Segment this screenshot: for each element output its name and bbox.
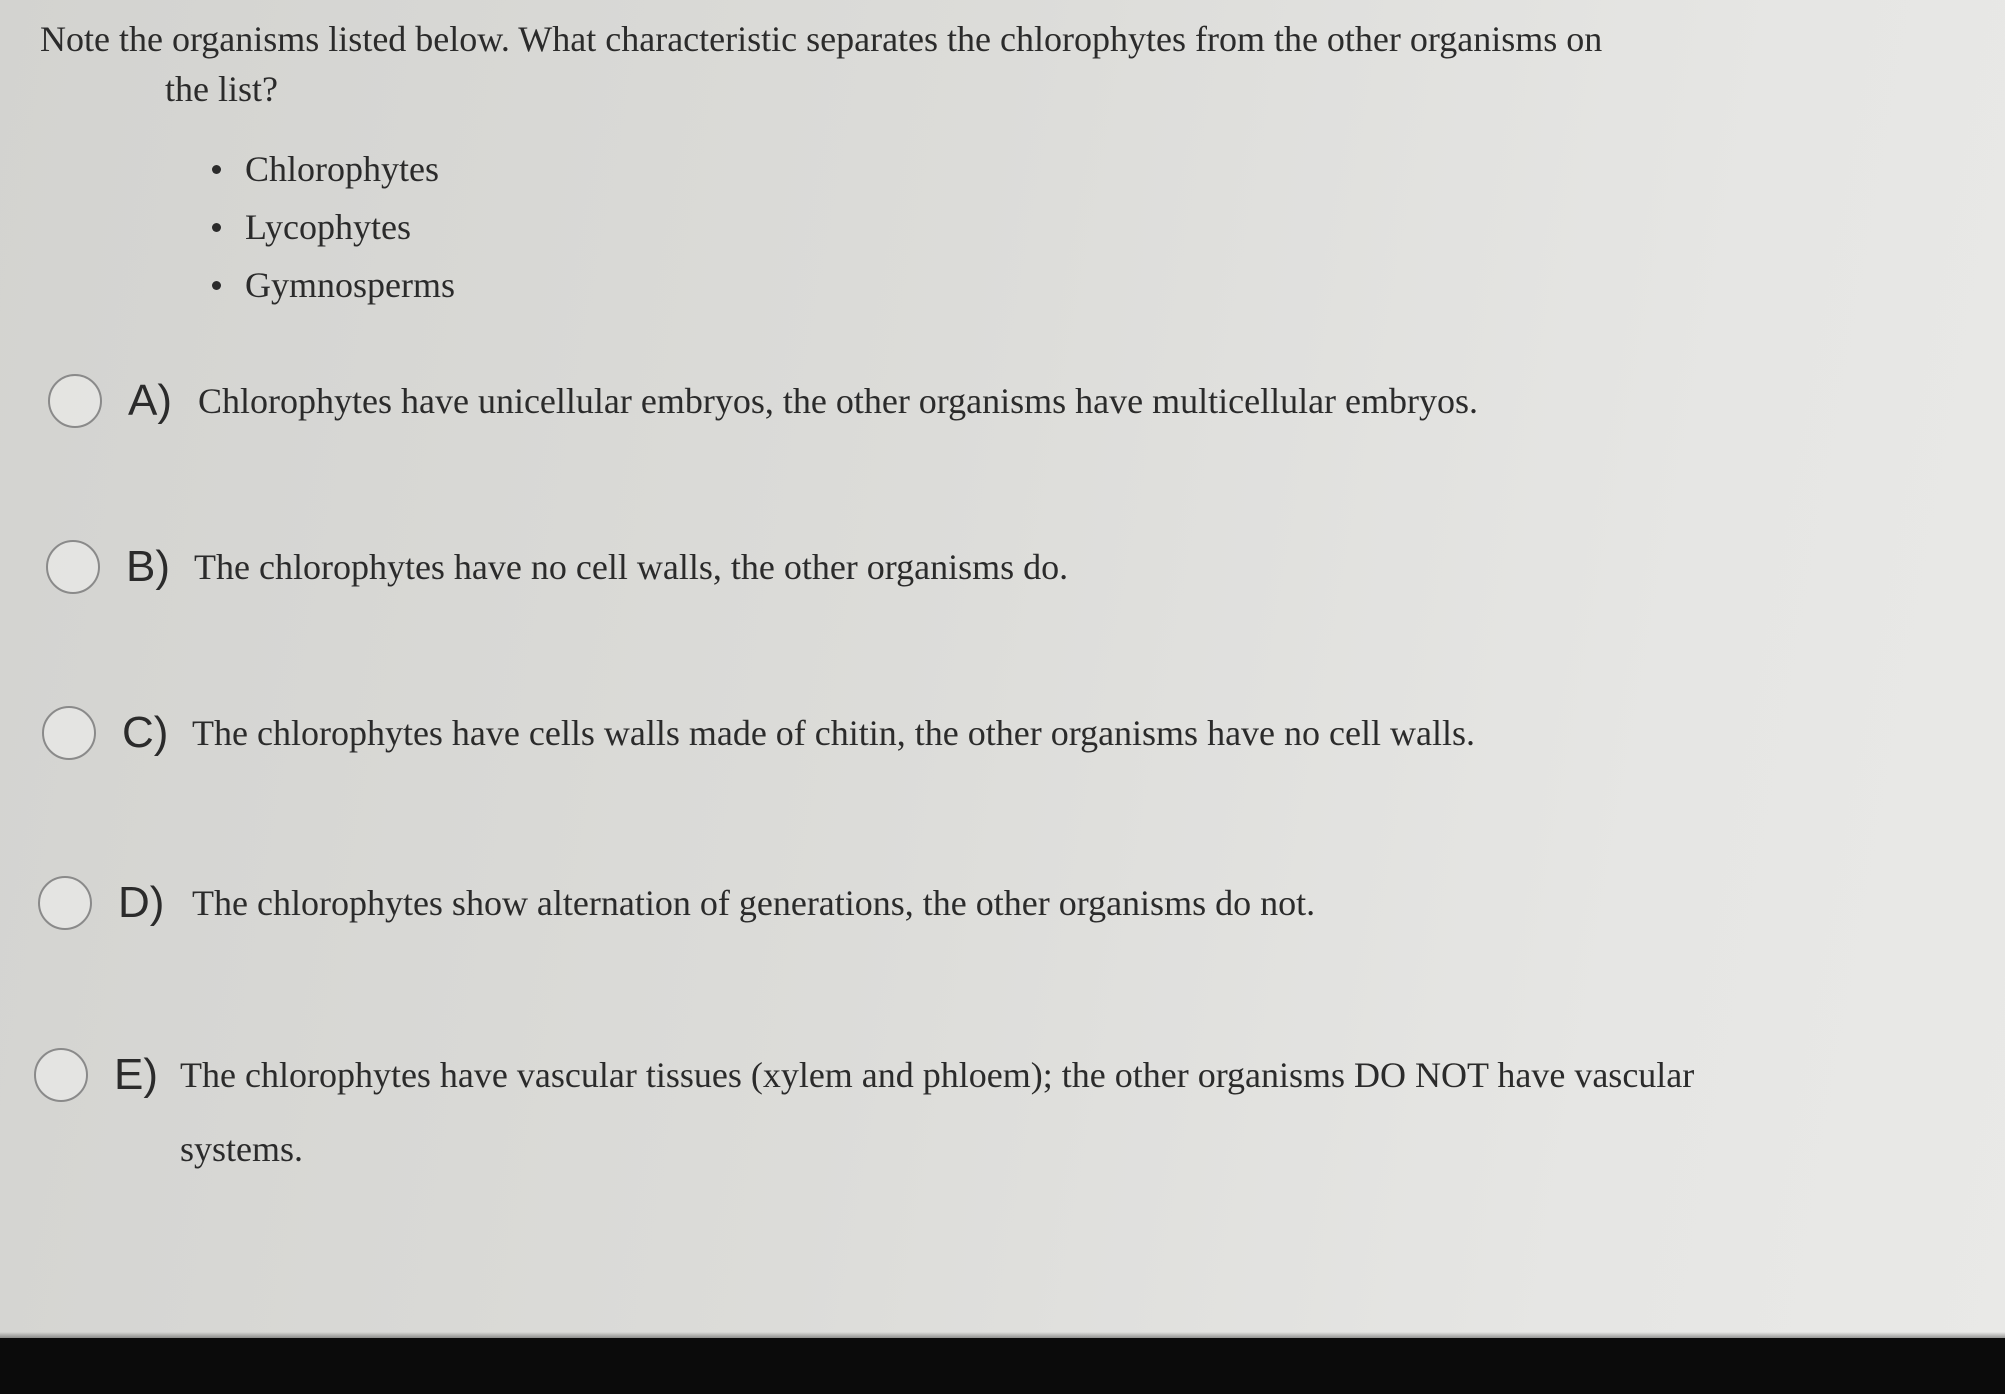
answer-option-b[interactable] [0, 538, 1720, 618]
answer-option-d[interactable] [0, 874, 1720, 954]
option-letter-a: A) [128, 376, 172, 425]
organism-label: Gymnosperms [245, 265, 455, 305]
radio-button-c[interactable] [42, 706, 96, 760]
list-item [200, 198, 455, 256]
answer-option-a[interactable] [0, 370, 1720, 450]
organism-label: Lycophytes [245, 207, 411, 247]
radio-button-e[interactable] [34, 1048, 88, 1102]
list-item [200, 256, 455, 314]
option-text-d[interactable]: The chlorophytes show alternation of generations, the other organisms do not. [192, 883, 1316, 923]
option-letter-e: E) [114, 1050, 158, 1099]
radio-button-b[interactable] [46, 540, 100, 594]
option-text-e[interactable]: The chlorophytes have vascular tissues (xylem and phloem); the other organisms DO NOT have vascular systems. [180, 1055, 1695, 1169]
option-text-b[interactable]: The chlorophytes have no cell walls, the other organisms do. [194, 547, 1069, 587]
bullet-icon [212, 281, 221, 290]
option-letter-d: D) [118, 878, 165, 927]
answer-option-c[interactable] [0, 706, 1720, 786]
bullet-icon [212, 165, 221, 174]
option-text-a[interactable]: Chlorophytes have unicellular embryos, the other organisms have multicellular embryos. [198, 381, 1479, 421]
organism-list [200, 140, 455, 314]
monitor-bezel [0, 1338, 2005, 1394]
option-text-c[interactable]: The chlorophytes have cells walls made of chitin, the other organisms have no cell walls. [192, 713, 1475, 753]
radio-button-d[interactable] [38, 876, 92, 930]
list-item [200, 140, 455, 198]
organism-label: Chlorophytes [245, 149, 439, 189]
question-prompt [40, 14, 1740, 114]
option-letter-c: C) [122, 708, 169, 757]
answer-option-e[interactable] [0, 1046, 1720, 1186]
question-line-2: the list? [165, 69, 278, 109]
bullet-icon [212, 223, 221, 232]
option-letter-b: B) [126, 542, 170, 591]
question-line-1: Note the organisms listed below. What characteristic separates the chlorophytes from the other organisms on [40, 19, 1603, 59]
radio-button-a[interactable] [48, 374, 102, 428]
